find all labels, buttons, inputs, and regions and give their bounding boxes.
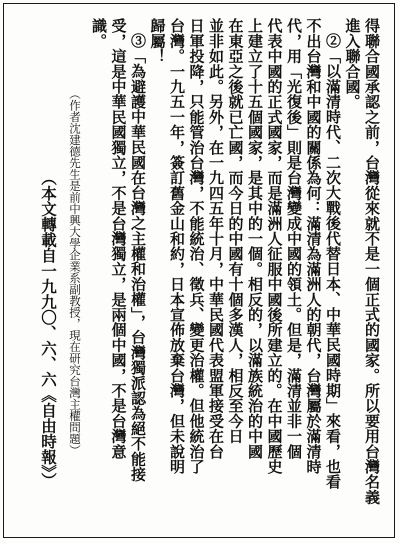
text-column: 在東亞之後就已亡國，而今日的中國有十個多漢人，相反至今日 — [226, 18, 245, 444]
author-note: （作者沈建德先生是前中興大學企業系副教授，現在研究台灣主權問題） — [68, 88, 82, 456]
text-column: 得聯合國承認之前，台灣從來就不是一個正式的國家。所以要用台灣名義 — [363, 18, 381, 505]
text-column: 進入聯合國。 — [343, 18, 362, 110]
text-column: ③「為避護中華民國在台灣之主權和治權」，台灣獨派認為絕不能接 — [129, 33, 147, 482]
text-column: 代，用「光復後」則是台灣變成中國的領土。但是，滿清並非一個 — [285, 18, 303, 459]
text-column: ②「以滿清時代、二次大戰後代替日本、中華民國時期」來看，也看 — [324, 33, 342, 489]
text-column: 並非如此。另外，在一九四五年十月，中華民國代表盟軍接受在台 — [207, 18, 225, 459]
text-column: 識。 — [90, 18, 108, 49]
text-column: 上建立了十五個國家，是其中的一個。相反的，以滿族統治的中國 — [246, 18, 264, 459]
text-column: 日軍投降，只能管治台灣，不能統治、徵兵、變更治權。但他統治了 — [187, 18, 206, 474]
text-column: 歸屬！ — [148, 18, 167, 64]
text-column: 受，這是中華民國獨立，不是台灣獨立，是兩個中國，不是台灣意 — [109, 18, 128, 459]
text-column: 台灣。一九五一年，簽訂舊金山和約，日本宣佈放棄台灣，但未說明 — [168, 18, 186, 474]
source-note: （本文轉載自一九九〇、六、六《自由時報》） — [39, 170, 58, 488]
text-column: 代表中國的正式國家，而是滿洲人征服中國後所建立的。在中國歷史 — [265, 18, 284, 474]
text-column: 不出台灣和中國的關係為何：滿清為滿洲人的朝代，台灣屬於滿清時 — [304, 18, 323, 474]
